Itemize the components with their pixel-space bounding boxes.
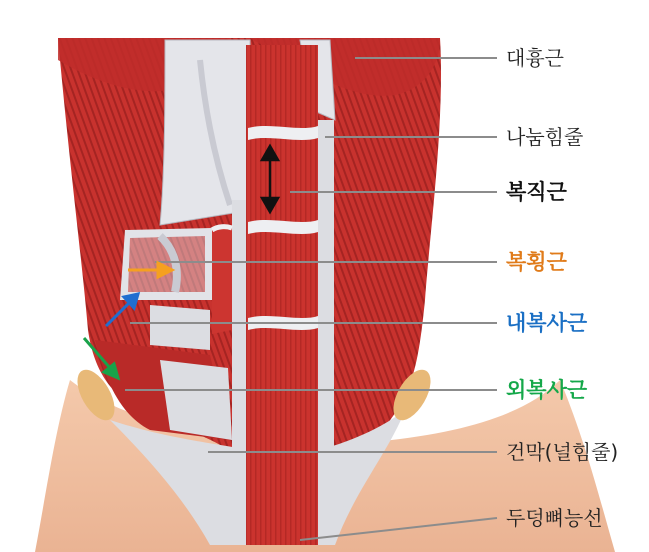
label-external-oblique: 외복사근 bbox=[506, 378, 588, 402]
label-iliac-crest: 두덩뼈능선 bbox=[506, 506, 603, 530]
label-transversus-abdominis: 복횡근 bbox=[506, 250, 567, 274]
label-internal-oblique: 내복사근 bbox=[506, 311, 588, 335]
left-fascia bbox=[160, 40, 252, 225]
tendinous-intersection-2 bbox=[248, 220, 318, 234]
label-rectus-abdominis: 복직근 bbox=[506, 180, 567, 204]
tendinous-intersection-1 bbox=[248, 126, 318, 140]
label-pectoralis: 대흉근 bbox=[506, 46, 564, 70]
label-tendinous-intersection: 나눔힘줄 bbox=[506, 125, 584, 149]
label-aponeurosis: 건막(널힘줄) bbox=[506, 440, 619, 464]
